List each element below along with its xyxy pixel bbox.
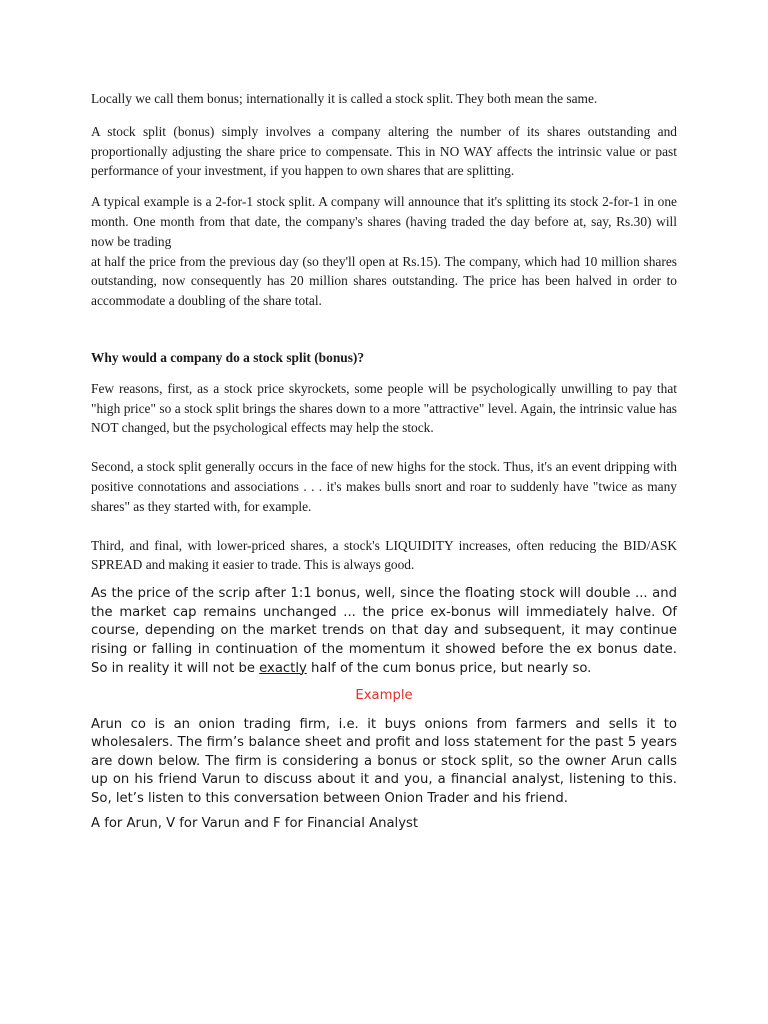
- paragraph-reason-third: Third, and final, with lower-priced shares, a stock's LIQUIDITY increases, often reducing the BID/ASK SPREAD and making it easier to trade. This is always good.: [91, 537, 677, 573]
- paragraph-ex-bonus-price-before: As the price of the scrip after 1:1 bonus, well, since the floating stock will double ... and the market cap remains unchanged ... the price ex-bonus will immediately halve. Of course, depending on the market trends on that day and subsequent, it may continue rising or falling in continuation of the momentum it showed before the ex bonus date. So in reality it will not be: [91, 586, 677, 676]
- paragraph-typical-example-part1: A typical example is a 2-for-1 stock split. A company will announce that it's splitting its stock 2-for-1 in one month. One month from that date, the company's shares (having traded the day before at, say, Rs.30) will now be trading: [91, 194, 677, 249]
- example-heading: Example: [355, 688, 413, 704]
- paragraph-arun-co: Arun co is an onion trading firm, i.e. it buys onions from farmers and sells it to wholesalers. The firm’s balance sheet and profit and loss statement for the past 5 years are down below. The firm is considering a bonus or stock split, so the owner Arun calls up on his friend Varun to discuss about it and you, a financial analyst, listening to this. So, let’s listen to this conversation between Onion Trader and his friend.: [91, 716, 677, 807]
- paragraph-ex-bonus-price: [91, 585, 677, 678]
- paragraph-typical-example: [91, 192, 677, 311]
- paragraph-typical-example-part2: at half the price from the previous day (so they'll open at Rs.15). The company, which had 10 million shares outstanding, now consequently has 20 million shares outstanding. The price has been halved in order to accommodate a doubling of the share total.: [91, 253, 677, 309]
- paragraph-stock-split-definition: A stock split (bonus) simply involves a company altering the number of its shares outstanding and proportionally adjusting the share price to compensate. This in NO WAY affects the intrinsic value or past performance of your investment, if you happen to own shares that are splitting.: [91, 123, 677, 179]
- paragraph-speaker-legend: A for Arun, V for Varun and F for Financial Analyst: [91, 815, 419, 831]
- paragraph-reason-first: Few reasons, first, as a stock price skyrockets, some people will be psychologically unwilling to pay that "high price" so a stock split brings the shares down to a more "attractive" level. Again, the intrinsic value has NOT changed, but the psychological effects may help the stock.: [91, 380, 677, 436]
- document-page: [91, 89, 677, 833]
- section-heading-why-split: Why would a company do a stock split (bonus)?: [91, 349, 365, 365]
- underlined-word-exactly: exactly: [259, 660, 307, 676]
- paragraph-ex-bonus-price-after: half of the cum bonus price, but nearly so.: [306, 660, 592, 676]
- paragraph-reason-second: Second, a stock split generally occurs in the face of new highs for the stock. Thus, it's an event dripping with positive connotations and associations . . . it's makes bulls snort and roar to suddenly have "twice as many shares" as they started with, for example.: [91, 459, 677, 514]
- paragraph-stock-split-intro: Locally we call them bonus; internationally it is called a stock split. They both mean the same.: [91, 91, 598, 106]
